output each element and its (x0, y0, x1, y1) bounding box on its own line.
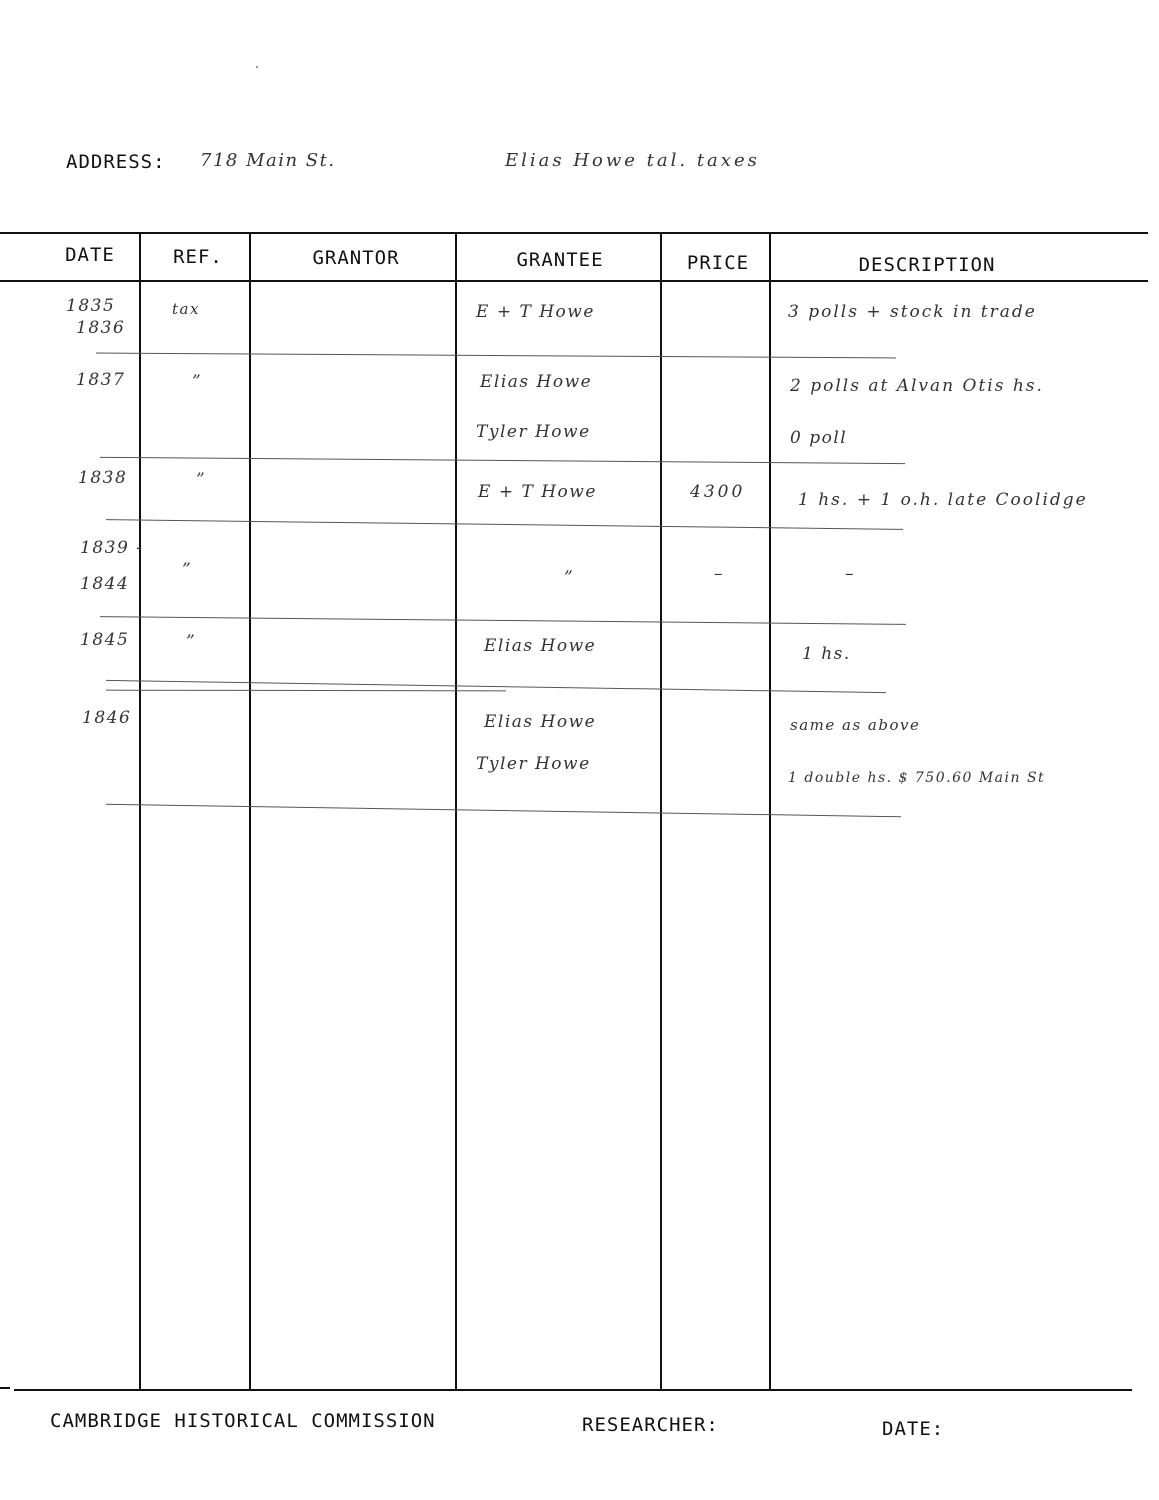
divider-ref-grantor (249, 234, 251, 1390)
row2-ref: ” (192, 372, 203, 392)
row3-description: 1 hs. + 1 o.h. late Coolidge (798, 490, 1088, 510)
row4-underline (100, 616, 906, 625)
row4-price: – (714, 564, 724, 584)
row6-description: same as above (790, 716, 921, 734)
address-value: 718 Main St. (200, 150, 336, 171)
address-label: ADDRESS: (66, 151, 166, 173)
row2-underline (100, 457, 905, 464)
row4-date2: 1844 (80, 574, 130, 594)
row1-ref: tax (172, 300, 200, 318)
row6-description2: 1 double hs. $ 750.60 Main St (788, 770, 1046, 786)
column-header-date: DATE (65, 244, 115, 266)
row5-underline-b (106, 690, 506, 692)
row1-date2: 1836 (76, 318, 126, 338)
row6-grantee2: Tyler Howe (476, 754, 591, 774)
row2-description: 2 polls at Alvan Otis hs. (790, 376, 1044, 396)
left-tick (0, 1387, 10, 1389)
row1-description: 3 polls + stock in trade (788, 302, 1037, 322)
header-bottom-rule (0, 280, 1148, 282)
row3-price: 4300 (690, 482, 746, 502)
paper-speck (256, 66, 258, 68)
row4-date: 1839 - (80, 538, 144, 558)
header-note: Elias Howe tal. taxes (505, 150, 760, 171)
table-top-rule (0, 232, 1148, 234)
row2-grantee2: Tyler Howe (476, 422, 591, 442)
row5-date: 1845 (80, 630, 130, 650)
row3-underline (106, 519, 903, 530)
row1-date: 1835 (66, 296, 116, 316)
row5-grantee: Elias Howe (484, 636, 597, 656)
row1-underline (96, 353, 896, 359)
row3-grantee: E + T Howe (478, 482, 597, 502)
row4-description: – (845, 564, 855, 584)
organization-name: CAMBRIDGE HISTORICAL COMMISSION (50, 1410, 436, 1432)
column-header-ref: REF. (173, 246, 223, 268)
column-header-description: DESCRIPTION (858, 254, 996, 276)
row5-ref: ” (186, 632, 197, 652)
row6-grantee: Elias Howe (484, 712, 597, 732)
row2-grantee: Elias Howe (480, 372, 593, 392)
row2-description2: 0 poll (790, 428, 848, 448)
row3-date: 1838 (78, 468, 128, 488)
row6-date: 1846 (82, 708, 132, 728)
researcher-label: RESEARCHER: (582, 1414, 719, 1436)
date-label: DATE: (882, 1418, 945, 1440)
divider-date-ref (139, 234, 141, 1390)
column-header-grantee: GRANTEE (516, 249, 604, 271)
table-bottom-rule (14, 1389, 1132, 1391)
column-header-grantor: GRANTOR (312, 247, 400, 269)
divider-price-description (769, 234, 771, 1390)
row4-ref: ” (182, 560, 193, 580)
row2-date: 1837 (76, 370, 126, 390)
row6-underline (106, 804, 901, 817)
row3-ref: ” (196, 470, 207, 490)
row5-description: 1 hs. (802, 644, 851, 664)
row1-grantee: E + T Howe (476, 302, 595, 322)
column-header-price: PRICE (686, 252, 750, 274)
divider-grantor-grantee (455, 234, 457, 1390)
row4-grantee: ” (564, 568, 575, 588)
